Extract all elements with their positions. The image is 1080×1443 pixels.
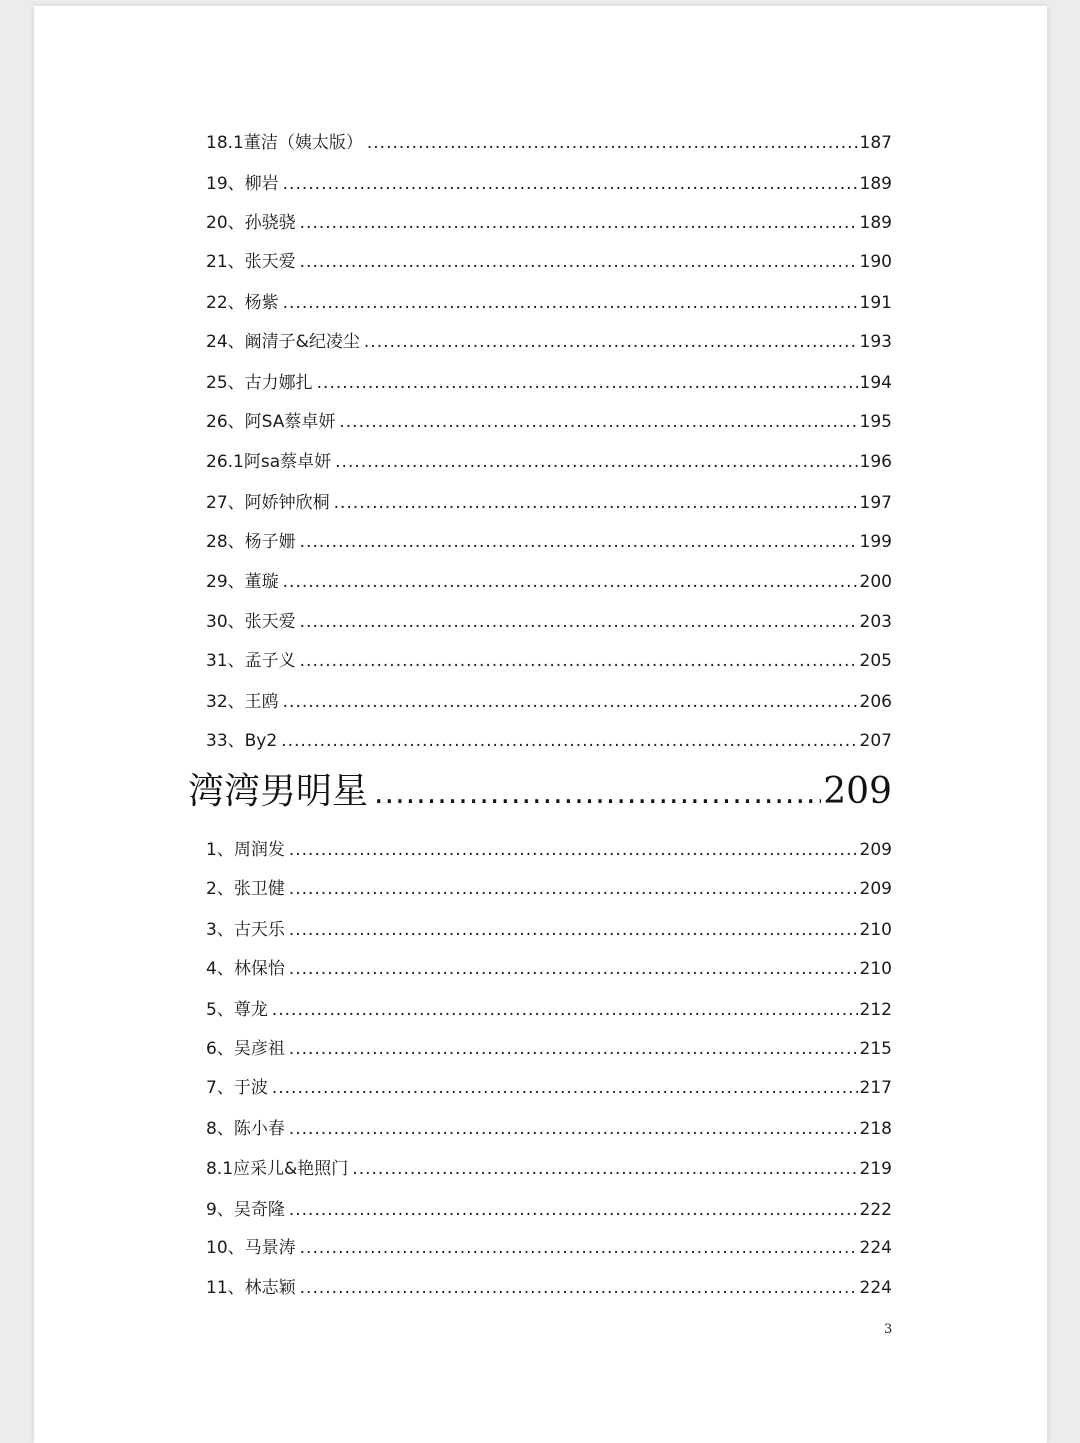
toc-entry-label: 19、柳岩: [206, 174, 279, 194]
toc-entry-page: 207: [859, 731, 892, 751]
toc-entry[interactable]: [206, 998, 892, 1022]
toc-entry-page: 209: [859, 879, 892, 899]
toc-entry-label: 湾湾男明星: [188, 771, 369, 812]
toc-entry-label: 26、阿SA蔡卓妍: [206, 412, 336, 432]
toc-entry-label: 18.1董洁（姨太版）: [206, 133, 363, 153]
toc-entry-page: 210: [859, 920, 892, 940]
dot-leader: [289, 1037, 858, 1061]
toc-entry-page: 219: [859, 1159, 892, 1179]
dot-leader: [300, 530, 858, 554]
toc-entry[interactable]: [206, 371, 892, 395]
toc-entry-label: 27、阿娇钟欣桐: [206, 493, 330, 513]
toc-entry-label: 5、尊龙: [206, 1000, 268, 1020]
dot-leader: [335, 450, 857, 474]
dot-leader: [367, 131, 858, 155]
toc-entry[interactable]: [206, 450, 892, 474]
toc-entry-page: 224: [859, 1238, 892, 1258]
dot-leader: [289, 918, 858, 942]
toc-entry[interactable]: [206, 410, 892, 434]
dot-leader: [317, 371, 858, 395]
toc-entry[interactable]: [206, 838, 892, 862]
toc-entry[interactable]: [206, 1117, 892, 1141]
toc-entry-label: 7、于波: [206, 1078, 268, 1098]
toc-entry[interactable]: [206, 291, 892, 315]
toc-entry-page: 209: [859, 840, 892, 860]
toc-entry-page: 215: [859, 1039, 892, 1059]
toc-entry-label: 25、古力娜扎: [206, 373, 313, 393]
toc-entry-label: 6、吴彦祖: [206, 1039, 285, 1059]
toc-entry[interactable]: [206, 131, 892, 155]
toc-entry-label: 29、董璇: [206, 572, 279, 592]
toc-entry-label: 2、张卫健: [206, 879, 285, 899]
toc-entry-label: 24、阚清子&纪凌尘: [206, 332, 360, 352]
toc-entry-page: 222: [859, 1200, 892, 1220]
toc-entry-label: 21、张天爱: [206, 252, 296, 272]
toc-entry[interactable]: [206, 530, 892, 554]
toc-entry[interactable]: [206, 172, 892, 196]
toc-entry[interactable]: [206, 1157, 892, 1181]
dot-leader: [300, 250, 858, 274]
dot-leader: [334, 491, 858, 515]
toc-entry-page: 206: [859, 692, 892, 712]
dot-leader: [300, 649, 858, 673]
toc-entry[interactable]: [206, 570, 892, 594]
toc-entry-page: 195: [859, 412, 892, 432]
toc-entry-label: 28、杨子姗: [206, 532, 296, 552]
toc-entry[interactable]: [206, 649, 892, 673]
toc-entry[interactable]: [206, 1076, 892, 1100]
toc-entry[interactable]: [206, 1236, 892, 1260]
toc-section-heading[interactable]: [188, 770, 892, 816]
toc-entry-page: 224: [859, 1278, 892, 1298]
dot-leader: [289, 1198, 858, 1222]
toc-entry-label: 33、By2: [206, 731, 278, 751]
dot-leader: [283, 291, 858, 315]
toc-entry-page: 197: [859, 493, 892, 513]
toc-entry-label: 3、古天乐: [206, 920, 285, 940]
dot-leader: [272, 1076, 858, 1100]
dot-leader: [283, 690, 858, 714]
toc-entry-page: 200: [859, 572, 892, 592]
toc-entry-label: 10、马景涛: [206, 1238, 296, 1258]
toc-entry-page: 191: [859, 293, 892, 313]
toc-entry-label: 30、张天爱: [206, 612, 296, 632]
dot-leader: [289, 877, 858, 901]
dot-leader: [352, 1157, 857, 1181]
toc-entry[interactable]: [206, 491, 892, 515]
toc-entry-label: 4、林保怡: [206, 959, 285, 979]
toc-entry[interactable]: [206, 330, 892, 354]
toc-entry-label: 31、孟子义: [206, 651, 296, 671]
dot-leader: [300, 1276, 858, 1300]
dot-leader: [300, 610, 858, 634]
toc-entry-page: 212: [859, 1000, 892, 1020]
toc-entry-page: 187: [859, 133, 892, 153]
toc-entry[interactable]: [206, 211, 892, 235]
toc-entry-page: 193: [859, 332, 892, 352]
toc-entry-label: 20、孙骁骁: [206, 213, 296, 233]
toc-entry-page: 189: [859, 213, 892, 233]
dot-leader: [300, 211, 858, 235]
toc-entry[interactable]: [206, 877, 892, 901]
toc-entry-page: 217: [859, 1078, 892, 1098]
toc-entry-page: 209: [823, 771, 892, 812]
toc-entry-label: 1、周润发: [206, 840, 285, 860]
toc-entry[interactable]: [206, 1198, 892, 1222]
toc-entry-page: 189: [859, 174, 892, 194]
toc-entry[interactable]: [206, 918, 892, 942]
toc-entry[interactable]: [206, 690, 892, 714]
dot-leader: [300, 1236, 858, 1260]
toc-entry[interactable]: [206, 957, 892, 981]
toc-entry[interactable]: [206, 729, 892, 753]
toc-entry-page: 203: [859, 612, 892, 632]
toc-entry-page: 210: [859, 959, 892, 979]
dot-leader: [283, 172, 858, 196]
dot-leader: [289, 838, 858, 862]
dot-leader: [364, 330, 858, 354]
toc-entry-page: 196: [859, 452, 892, 472]
page-number: 3: [884, 1322, 893, 1337]
toc-entry-page: 190: [859, 252, 892, 272]
toc-entry-label: 9、吴奇隆: [206, 1200, 285, 1220]
toc-entry[interactable]: [206, 250, 892, 274]
toc-entry-label: 8.1应采儿&艳照门: [206, 1159, 349, 1179]
toc-entry-label: 26.1阿sa蔡卓妍: [206, 452, 332, 472]
toc-entry-page: 194: [859, 373, 892, 393]
dot-leader: [281, 729, 857, 753]
dot-leader: [374, 772, 821, 816]
dot-leader: [283, 570, 858, 594]
toc-entry-page: 199: [859, 532, 892, 552]
toc-entry-label: 11、林志颖: [206, 1278, 296, 1298]
dot-leader: [339, 410, 857, 434]
toc-entry[interactable]: [206, 610, 892, 634]
dot-leader: [289, 957, 858, 981]
toc-entry-label: 8、陈小春: [206, 1119, 285, 1139]
toc-entry-page: 205: [859, 651, 892, 671]
toc-entry-page: 218: [859, 1119, 892, 1139]
dot-leader: [289, 1117, 858, 1141]
toc-entry-label: 22、杨紫: [206, 293, 279, 313]
toc-entry[interactable]: [206, 1037, 892, 1061]
document-page: [34, 6, 1047, 1443]
toc-entry-label: 32、王鸥: [206, 692, 279, 712]
toc-entry[interactable]: [206, 1276, 892, 1300]
dot-leader: [272, 998, 858, 1022]
